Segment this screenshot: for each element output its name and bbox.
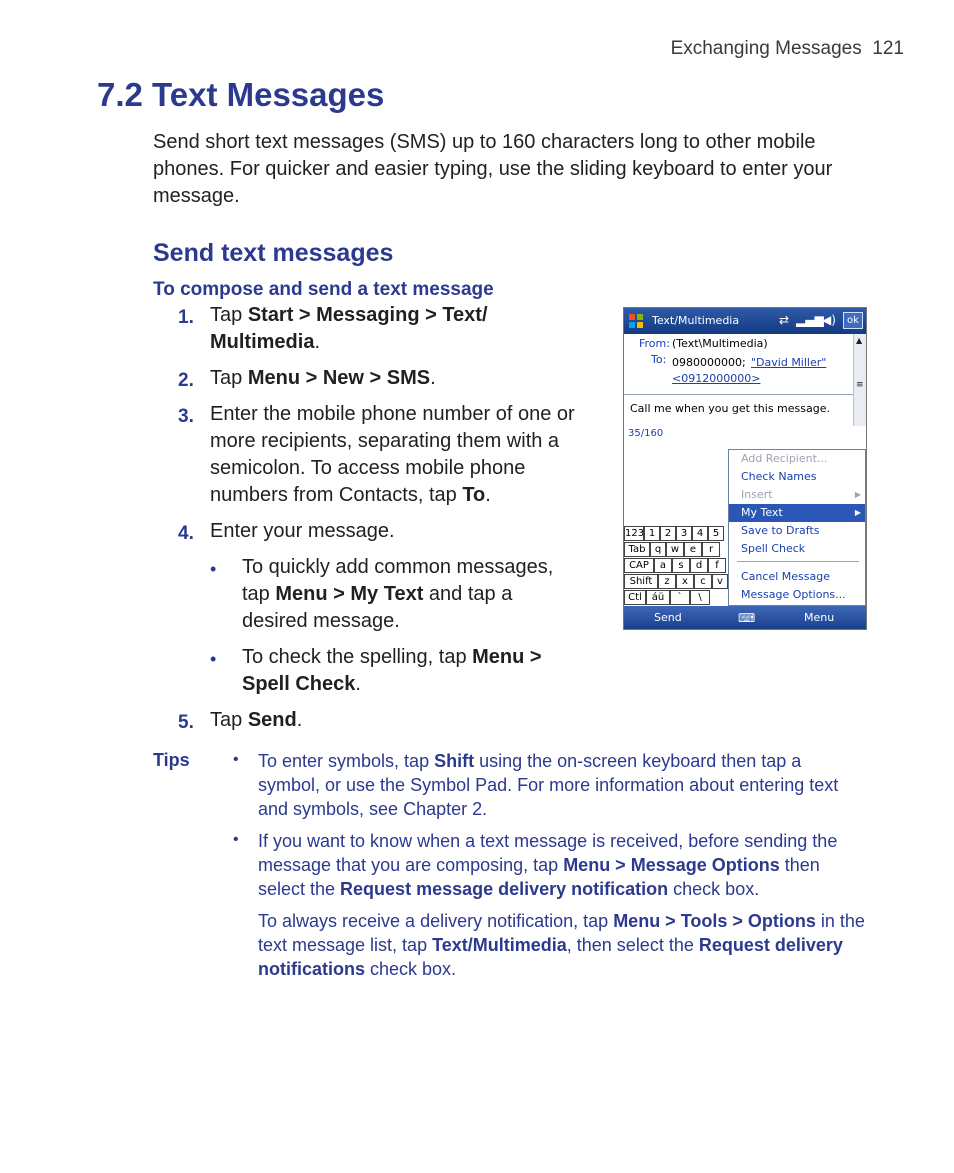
menu-check-names[interactable]: Check Names: [741, 470, 817, 483]
scroll-grip-icon[interactable]: ≡: [856, 380, 864, 390]
on-screen-keyboard: [624, 526, 728, 606]
key-a[interactable]: a: [654, 558, 672, 573]
step-3-number: 3.: [178, 406, 194, 427]
key-e[interactable]: e: [684, 542, 702, 557]
step-1-number: 1.: [178, 307, 194, 328]
key-f[interactable]: f: [708, 558, 726, 573]
phone-screenshot: [623, 307, 867, 630]
message-body[interactable]: Call me when you get this message.: [630, 402, 830, 415]
menu-add-recipient[interactable]: Add Recipient...: [741, 452, 828, 465]
page-title: 7.2 Text Messages: [97, 76, 385, 113]
key-z[interactable]: z: [658, 574, 676, 589]
step-1: Tap Start > Messaging > Text/ Multimedia.: [210, 304, 488, 353]
procedure-heading: To compose and send a text message: [153, 279, 494, 300]
key-cap[interactable]: CAP: [624, 558, 654, 573]
recipient-number-link[interactable]: <0912000000>: [672, 372, 761, 385]
send-softkey[interactable]: Send: [654, 611, 682, 624]
step-4-number: 4.: [178, 523, 194, 544]
signal-icon[interactable]: ▂▄▆: [796, 313, 824, 327]
submenu-arrow-icon: ▶: [854, 508, 861, 517]
connectivity-icon[interactable]: ⇄: [779, 313, 790, 327]
menu-popup: [728, 449, 866, 606]
step-4: Enter your message.: [210, 520, 395, 542]
step-2: Tap Menu > New > SMS.: [210, 367, 436, 389]
step-4-bullet-1: To quickly add common messages, tap Menu > My Text and tap a desired message.: [242, 556, 554, 632]
title-bar: [624, 308, 866, 334]
scroll-up-icon[interactable]: ▲: [856, 336, 863, 345]
to-number[interactable]: 0980000000;: [672, 356, 746, 369]
key-ctl[interactable]: Ctl: [624, 590, 646, 605]
tip-1: To enter symbols, tap Shift using the on-screen keyboard then tap a symbol, or use the Symbol Pad. For more information about entering text and symbols, see Chapter 2.: [258, 751, 839, 819]
key-backslash[interactable]: \: [690, 590, 710, 605]
step-3: Enter the mobile phone number of one or more recipients, separating them with a semicolon. To access mobile phone numbers from Contacts, tap To.: [210, 403, 575, 506]
key-1[interactable]: 1: [644, 526, 660, 541]
bullet-mytext: •: [210, 559, 217, 579]
key-x[interactable]: x: [676, 574, 694, 589]
scrollbar[interactable]: [853, 334, 866, 426]
header-section: Exchanging Messages: [670, 38, 862, 59]
divider: [624, 394, 853, 395]
tip-1-bullet: •: [233, 751, 239, 768]
section-heading: Send text messages: [153, 239, 394, 267]
key-2[interactable]: 2: [660, 526, 676, 541]
intro-paragraph: Send short text messages (SMS) up to 160 characters long to other mobile phones. For quicker and easier typing, use the sliding keyboard to enter your message.: [153, 131, 833, 207]
key-r[interactable]: r: [702, 542, 720, 557]
recipient-name-link[interactable]: "David Miller": [751, 356, 827, 369]
char-counter: 35/160: [628, 428, 664, 439]
windows-logo-icon[interactable]: [628, 313, 644, 329]
keyboard-icon[interactable]: ⌨: [738, 611, 756, 625]
ok-button[interactable]: ok: [843, 312, 863, 329]
menu-save-to-drafts[interactable]: Save to Drafts: [741, 524, 820, 537]
to-label[interactable]: To:: [651, 353, 667, 366]
step-5-number: 5.: [178, 712, 194, 733]
key-tab[interactable]: Tab: [624, 542, 650, 557]
key-d[interactable]: d: [690, 558, 708, 573]
from-value: (Text\Multimedia): [672, 337, 768, 350]
running-header: [671, 38, 904, 60]
tips-label: Tips: [153, 750, 190, 770]
step-5: Tap Send.: [210, 709, 303, 731]
menu-spell-check[interactable]: Spell Check: [741, 542, 806, 555]
menu-divider: [737, 561, 859, 562]
key-5[interactable]: 5: [708, 526, 724, 541]
key-v[interactable]: v: [712, 574, 728, 589]
tip-2: If you want to know when a text message is received, before sending the message that you are composing, tap Menu > Message Options then select the Request message delivery notification check box.: [258, 831, 838, 899]
app-title: Text/Multimedia: [652, 314, 740, 327]
menu-cancel-message[interactable]: Cancel Message: [741, 570, 830, 583]
menu-insert[interactable]: Insert: [741, 488, 773, 501]
menu-softkey[interactable]: Menu: [804, 611, 835, 624]
key-accents[interactable]: áü: [646, 590, 670, 605]
tip-2-bullet: •: [233, 831, 239, 848]
menu-my-text[interactable]: My Text: [741, 506, 783, 519]
volume-icon[interactable]: ◀): [822, 313, 836, 327]
soft-key-bar: [624, 606, 866, 630]
key-3[interactable]: 3: [676, 526, 692, 541]
key-backtick[interactable]: `: [670, 590, 690, 605]
step-2-number: 2.: [178, 370, 194, 391]
key-4[interactable]: 4: [692, 526, 708, 541]
key-123[interactable]: 123: [625, 528, 645, 539]
key-s[interactable]: s: [672, 558, 690, 573]
key-shift[interactable]: Shift: [624, 574, 658, 589]
key-w[interactable]: w: [666, 542, 684, 557]
key-c[interactable]: c: [694, 574, 712, 589]
step-4-bullet-2: To check the spelling, tap Menu > Spell Check.: [242, 646, 542, 695]
bullet-spell: •: [210, 649, 217, 669]
submenu-arrow-icon: ▶: [854, 490, 861, 499]
menu-message-options[interactable]: Message Options...: [741, 588, 846, 601]
from-label: From:: [639, 337, 670, 350]
tip-2-note: To always receive a delivery notification, tap Menu > Tools > Options in the text message list, tap Text/Multimedia, then select the Request delivery notifications check box.: [258, 911, 865, 979]
key-q[interactable]: q: [650, 542, 666, 557]
page-number: 121: [872, 38, 904, 59]
